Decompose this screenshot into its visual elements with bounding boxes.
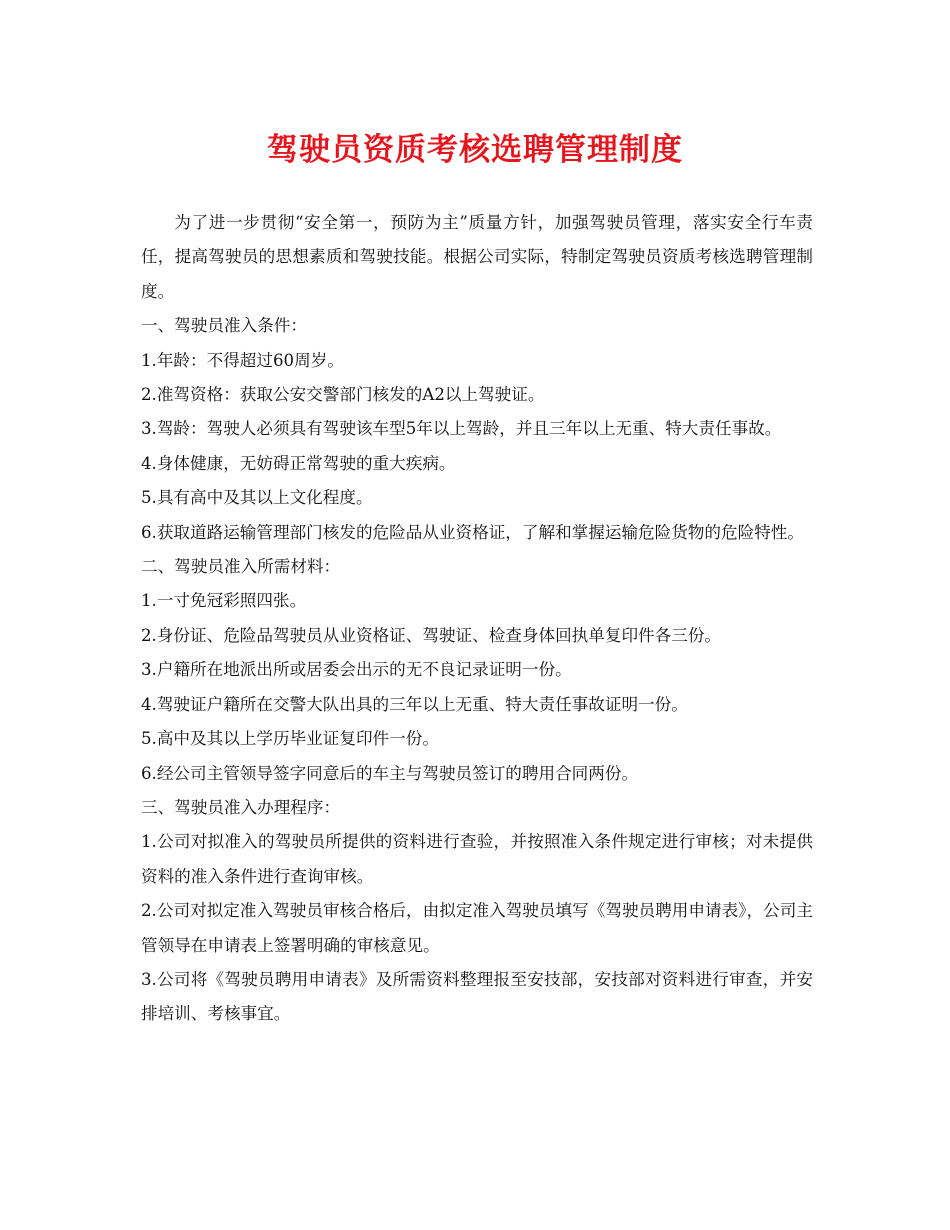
paragraph: 6.经公司主管领导签字同意后的车主与驾驶员签订的聘用合同两份。 (141, 763, 639, 783)
page-title: 驾驶员资质考核选聘管理制度 (267, 132, 683, 168)
paragraph: 2.公司对拟定准入驾驶员审核合格后，由拟定准入驾驶员填写《驾驶员聘用申请表》，公司主管领导在申请表上签署明确的审核意见。 (141, 901, 813, 955)
paragraph: 5.高中及其以上学历毕业证复印件一份。 (141, 729, 439, 749)
paragraph: 三、驾驶员准入办理程序： (141, 797, 341, 817)
document-body (141, 206, 813, 1032)
paragraph: 3.户籍所在地派出所或居委会出示的无不良记录证明一份。 (141, 660, 572, 680)
paragraph: 2.准驾资格：获取公安交警部门核发的A2以上驾驶证。 (141, 385, 545, 405)
paragraph: 二、驾驶员准入所需材料： (141, 557, 341, 577)
paragraph: 2.身份证、危险品驾驶员从业资格证、驾驶证、检查身体回执单复印件各三份。 (141, 625, 722, 645)
paragraph: 3.公司将《驾驶员聘用申请表》及所需资料整理报至安技部，安技部对资料进行审查，并安排培训、考核事宜。 (141, 969, 813, 1024)
paragraph: 1.一寸免冠彩照四张。 (141, 591, 307, 611)
paragraph: 1.公司对拟准入的驾驶员所提供的资料进行查验，并按照准入条件规定进行审核；对未提供资料的准入条件进行查询审核。 (141, 832, 813, 886)
paragraph: 6.获取道路运输管理部门核发的危险品从业资格证，了解和掌握运输危险货物的危险特性。 (141, 522, 804, 542)
paragraph: 4.驾驶证户籍所在交警大队出具的三年以上无重、特大责任事故证明一份。 (141, 694, 688, 714)
paragraph: 为了进一步贯彻“安全第一，预防为主”质量方针，加强驾驶员管理，落实安全行车责任，提高驾驶员的思想素质和驾驶技能。根据公司实际，特制定驾驶员资质考核选聘管理制度。 (141, 213, 813, 301)
paragraph: 3.驾龄：驾驶人必须具有驾驶该车型5年以上驾龄，并且三年以上无重、特大责任事故。 (141, 419, 782, 439)
paragraph: 一、驾驶员准入条件： (141, 316, 307, 336)
paragraph: 5.具有高中及其以上文化程度。 (141, 488, 373, 508)
paragraph: 4.身体健康，无妨碍正常驾驶的重大疾病。 (141, 453, 456, 473)
paragraph: 1.年龄：不得超过60周岁。 (141, 350, 344, 370)
